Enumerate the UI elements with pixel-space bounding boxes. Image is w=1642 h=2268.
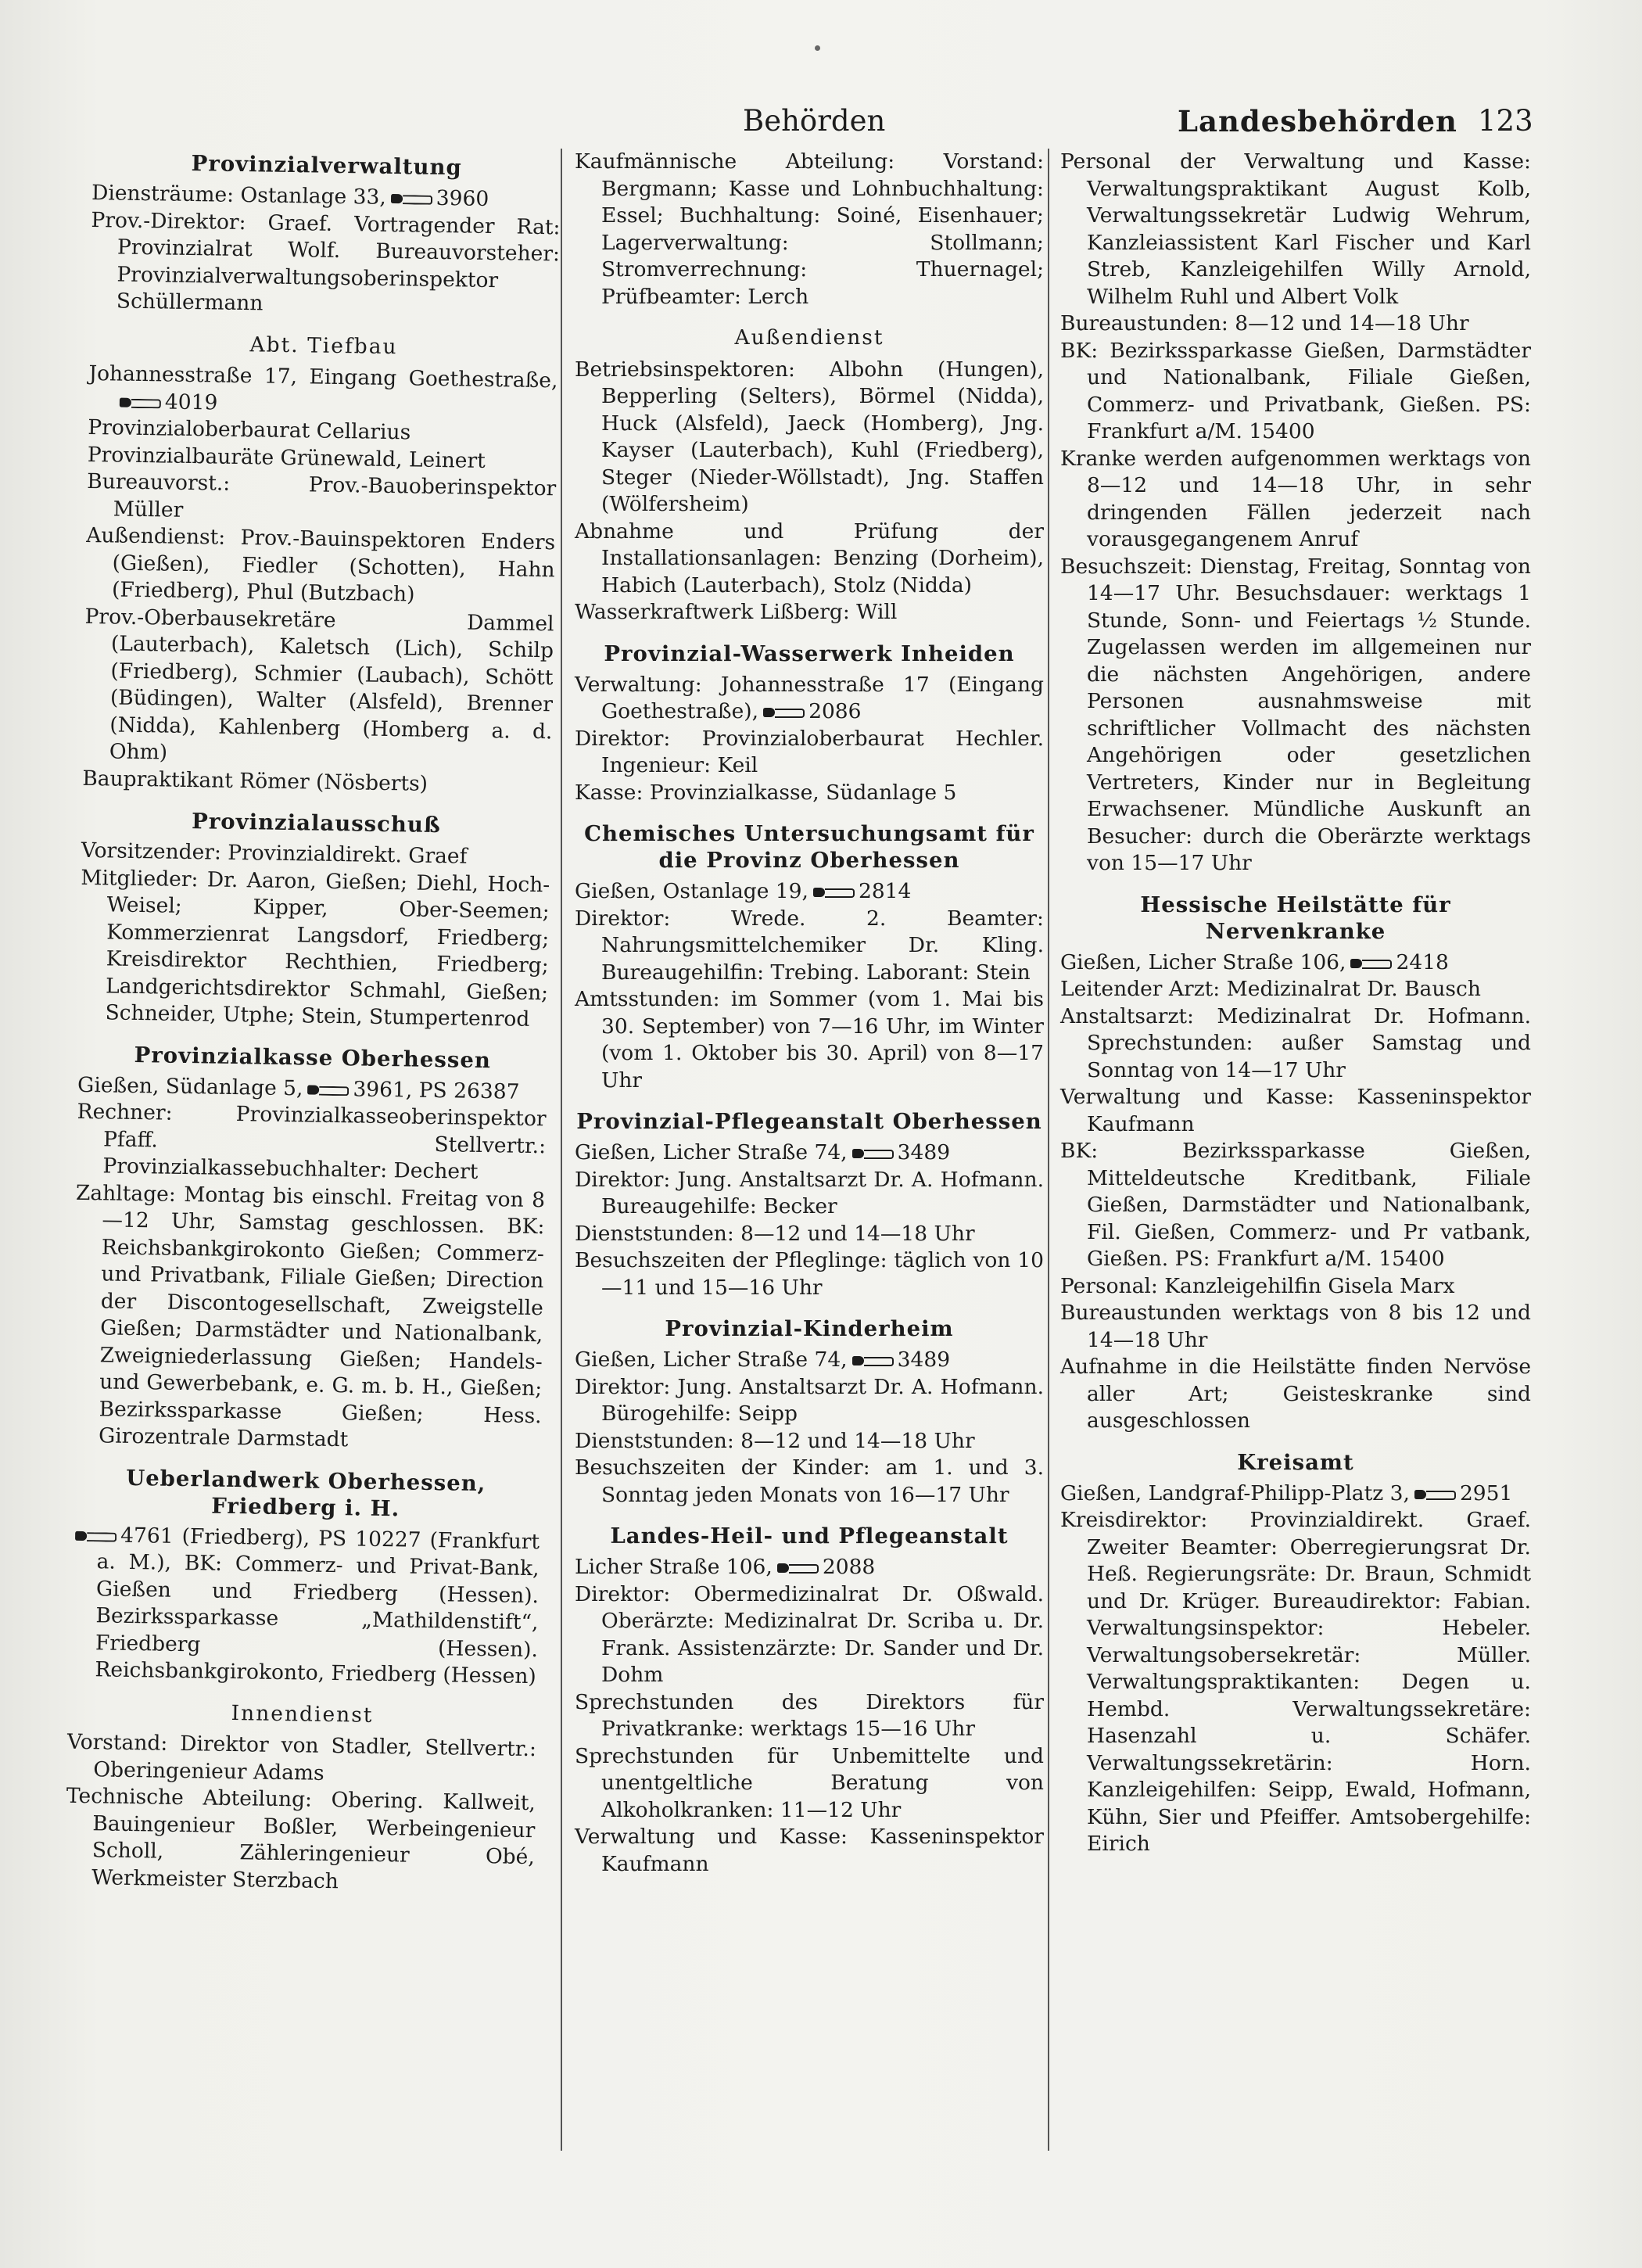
entry: Direktor: Jung. Anstaltsarzt Dr. A. Hofmann. Bürogehilfe: Seipp — [575, 1374, 1044, 1426]
telephone-icon — [763, 705, 804, 720]
entry: Gießen, Landgraf-Philipp-Platz 3, 2951 — [1060, 1480, 1513, 1505]
telephone-icon — [852, 1354, 893, 1368]
entry: Bureauvorst.: Prov.-Bauoberinspektor Müller — [87, 468, 557, 522]
entry: Diensträume: Ostanlage 33, 3960 — [91, 180, 489, 211]
telephone-icon — [120, 395, 160, 410]
section-pflegeanstalt — [575, 1108, 1044, 1301]
section-ueberlandwerk — [68, 1463, 540, 1690]
entry: Verwaltung und Kasse: Kasseninspektor Kaufmann — [1060, 1085, 1531, 1136]
entry: Dienststunden: 8—12 und 14—18 Uhr — [575, 1221, 975, 1246]
entry: Mitglieder: Dr. Aaron, Gießen; Diehl, Hoch-Weisel; Kipper, Ober-Seemen; Kommerzienrat Langsdorf, Friedberg; Kreisdirektor Rechthien, Friedberg; Landgerichtsdirektor Schmahl, Gießen; Schneider, Utphe; Stein, Stumpertenrod — [81, 865, 550, 1032]
section-title: Hessische Heilstätte für Nervenkranke — [1140, 892, 1451, 944]
telephone-icon — [813, 885, 854, 899]
entry: Provinzialbauräte Grünewald, Leinert — [87, 442, 486, 473]
section-title: Provinzialverwaltung — [191, 150, 462, 181]
section-tiefbau — [82, 328, 558, 799]
entry: Kasse: Provinzialkasse, Südanlage 5 — [575, 780, 957, 805]
entry: Bureaustunden werktags von 8 bis 12 und 14—18 Uhr — [1060, 1301, 1531, 1352]
entry: Johannesstraße 17, Eingang Goethestraße,4019 — [88, 361, 558, 415]
entry: BK: Bezirkssparkasse Gießen, Darmstädter und Nationalbank, Filiale Gießen, Commerz- und Privatbank, Gießen. PS: Frankfurt a/M. 15400 — [1060, 338, 1531, 443]
entry: Gießen, Licher Straße 74, 3489 — [575, 1348, 951, 1372]
entry: Besuchszeit: Dienstag, Freitag, Sonntag von 14—17 Uhr. Besuchsdauer: werktags 1 Stunde, Sonn- und Feiertags ½ Stunde. Zugelassen werden im allgemeinen nur die nächsten Angehörigen, andere Personen ausnahmsweise mit schriftlicher Vollmacht des nächsten Angehörigen oder gesetzlichen Vertreters, Kinder nur in Begleitung Erwachsener. Mündliche Auskunft an Besucher: durch die Oberärzte werktags von 15—17 Uhr — [1060, 554, 1531, 875]
section-wasserwerk — [575, 641, 1044, 807]
entry: Baupraktikant Römer (Nösberts) — [82, 766, 428, 796]
telephone-icon — [777, 1561, 818, 1575]
entry: Gießen, Ostanlage 19, 2814 — [575, 879, 912, 903]
section-landes-heilanstalt — [575, 1523, 1044, 1878]
entry: Personal: Kanzleigehilfin Gisela Marx — [1060, 1273, 1455, 1298]
entry: Wasserkraftwerk Lißberg: Will — [575, 600, 898, 624]
entry: Vorstand: Direktor von Stadler, Stellvertr.: Oberingenieur Adams — [66, 1729, 537, 1785]
entry: Provinzialoberbaurat Cellarius — [88, 414, 411, 445]
entry: Kranke werden aufgenommen werktags von 8—12 und 14—18 Uhr, in sehr dringenden Fällen jederzeit nach vorausgegangenem Anruf — [1060, 446, 1531, 551]
entry: Direktor: Jung. Anstaltsarzt Dr. A. Hofmann. Bureaugehilfe: Becker — [575, 1167, 1044, 1218]
entry: Abnahme und Prüfung der Installationsanlagen: Benzing (Dorheim), Habich (Lauterbach), Stolz (Nidda) — [575, 519, 1044, 598]
entry: Rechner: Provinzialkasseoberinspektor Pfaff. Stellvertr.: Provinzialkassebuchhalter: Dechert — [77, 1099, 547, 1184]
entry: Dienststunden: 8—12 und 14—18 Uhr — [575, 1428, 975, 1453]
subheading: Abt. Tiefbau — [249, 332, 398, 359]
entry: Technische Abteilung: Obering. Kallweit, Bauingenieur Boßler, Werbeingenieur Scholl, Zähleringenieur Obé, Werkmeister Sterzbach — [66, 1783, 536, 1893]
print-speck — [815, 45, 820, 51]
entry: Verwaltung: Johannesstraße 17 (Eingang Goethestraße), 2086 — [575, 672, 1044, 723]
section-title: Kreisamt — [1237, 1449, 1354, 1475]
section-provinzialausschuss — [78, 806, 550, 1034]
entry: Gießen, Licher Straße 74, 3489 — [575, 1140, 951, 1165]
entry: Leitender Arzt: Medizinalrat Dr. Bausch — [1060, 977, 1481, 1001]
entry: Aufnahme in die Heilstätte finden Nervöse aller Art; Geisteskranke sind ausgeschlossen — [1060, 1355, 1531, 1433]
entry: Personal der Verwaltung und Kasse: Verwaltungspraktikant August Kolb, Verwaltungssekretär Ludwig Wehrum, Kanzleiassistent Karl Fischer und Karl Streb, Kanzleigehilfen Willy Arnold, Wilhelm Ruhl und Albert Volk — [1060, 149, 1531, 309]
telephone-icon — [852, 1147, 893, 1161]
section-title: Provinzial-Pflegeanstalt Oberhessen — [576, 1109, 1042, 1134]
entry: BK: Bezirkssparkasse Gießen, Mitteldeutsche Kreditbank, Filiale Gießen, Darmstädter und Nationalbank, Fil. Gießen, Commerz- und Pr vatbank, Gießen. PS: Frankfurt a/M. 15400 — [1060, 1139, 1531, 1271]
entry: Prov.-Oberbausekretäre Dammel (Lauterbach), Kaletsch (Lich), Schilp (Friedberg), Schmier (Laubach), Schött (Büdingen), Walter (Alsfeld), Brenner (Nidda), Kahlenberg (Homberg a. d. Ohm) — [84, 604, 554, 765]
entry: Betriebsinspektoren: Albohn (Hungen), Bepperling (Selters), Börmel (Nidda), Huck (Alsfeld), Jaeck (Homberg), Jng. Kayser (Lauterbach), Kuhl (Friedberg), Steger (Nieder-Wöllstadt), Jng. Staffen (Wölfersheim) — [575, 357, 1044, 516]
section-title: Provinzialausschuß — [191, 809, 442, 838]
section-kinderheim — [575, 1315, 1044, 1509]
entry: Verwaltung und Kasse: Kasseninspektor Kaufmann — [575, 1825, 1044, 1876]
page-number: 123 — [1478, 104, 1533, 138]
section-heilstaette — [1060, 892, 1531, 1435]
entry: Gießen, Südanlage 5, 3961, PS 26387 — [77, 1072, 520, 1104]
section-title: Landes-Heil- und Pflegeanstalt — [610, 1523, 1009, 1548]
section-untersuchungsamt — [575, 820, 1044, 1094]
entry: 4761 (Friedberg), PS 10227 (Frankfurt a. M.), BK: Commerz- und Privat-Bank, Gießen und Friedberg (Hessen). Bezirkssparkasse „Mathildenstift“, Friedberg (Hessen). Reichsbankgirokonto, Friedberg (Hessen) — [68, 1521, 540, 1690]
entry: Besuchszeiten der Pfleglinge: täglich von 10—11 und 15—16 Uhr — [575, 1248, 1044, 1300]
entry: Außendienst: Prov.-Bauinspektoren Enders (Gießen), Fiedler (Schotten), Hahn (Friedberg), Phul (Butzbach) — [85, 522, 556, 607]
entry: Direktor: Provinzialoberbaurat Hechler. Ingenieur: Keil — [575, 726, 1044, 777]
entry: Bureaustunden: 8—12 und 14—18 Uhr — [1060, 311, 1469, 336]
telephone-icon — [1350, 956, 1391, 971]
column-3 — [1060, 149, 1531, 1872]
section-title: Provinzial-Kinderheim — [665, 1316, 954, 1341]
section-title: Provinzial-Wasserwerk Inheiden — [604, 641, 1015, 666]
section-landesheil-continued — [1060, 149, 1531, 877]
section-provinzialverwaltung — [90, 149, 561, 322]
entry: Vorsitzender: Provinzialdirekt. Graef — [81, 838, 468, 869]
entry: Anstaltsarzt: Medizinalrat Dr. Hofmann. Sprechstunden: außer Samstag und Sonntag von 14—17 Uhr — [1060, 1003, 1531, 1082]
entry: Gießen, Licher Straße 106, 2418 — [1060, 949, 1449, 974]
entry: Licher Straße 106, 2088 — [575, 1555, 876, 1579]
telephone-icon — [391, 192, 432, 206]
telephone-icon — [75, 1528, 116, 1543]
section-title: Provinzialkasse Oberhessen — [134, 1042, 492, 1073]
entry: Prov.-Direktor: Graef. Vortragender Rat: Provinzialrat Wolf. Bureauvorsteher: Provinzialverwaltungsoberinspektor Schüllermann — [91, 207, 561, 316]
column-1 — [65, 149, 561, 1912]
column-2 — [575, 149, 1044, 1892]
entry: Sprechstunden des Direktors für Privatkranke: werktags 15—16 Uhr — [575, 1689, 1044, 1741]
section-title: Chemisches Untersuchungsamt für die Provinz Oberhessen — [584, 821, 1034, 873]
subheading: Außendienst — [734, 325, 884, 350]
running-header-right: Landesbehörden — [1178, 104, 1457, 138]
column-rule — [1048, 149, 1049, 2151]
telephone-icon — [307, 1082, 348, 1097]
section-provinzialkasse — [72, 1040, 547, 1456]
entry: Sprechstunden für Unbemittelte und unentgeltliche Beratung von Alkoholkranken: 11—12 Uhr — [575, 1743, 1044, 1822]
column-rule — [561, 149, 562, 2151]
entry: Kaufmännische Abteilung: Vorstand: Bergmann; Kasse und Lohnbuchhaltung: Essel; Buchhaltung: Soiné, Eisenhauer; Lagerverwaltung: Stollmann; Stromverrechnung: Thuernagel; Prüfbeamter: Lerch — [575, 149, 1044, 309]
entry: Amtsstunden: im Sommer (vom 1. Mai bis 30. September) von 7—16 Uhr, im Winter (vom 1. Oktober bis 30. April) von 8—17 Uhr — [575, 987, 1044, 1093]
section-kreisamt — [1060, 1449, 1531, 1858]
entry: Besuchszeiten der Kinder: am 1. und 3. Sonntag jeden Monats von 16—17 Uhr — [575, 1455, 1044, 1507]
entry: Direktor: Wrede. 2. Beamter: Nahrungsmittelchemiker Dr. Kling. Bureaugehilfin: Trebing. Laborant: Stein — [575, 906, 1044, 985]
section-kaufmaennisch — [575, 149, 1044, 310]
entry: Kreisdirektor: Provinzialdirekt. Graef. Zweiter Beamter: Oberregierungsrat Dr. Heß. Regierungsräte: Dr. Braun, Schmidt und Dr. Krüger. Bureaudirektor: Fabian. Verwaltungsinspektor: Hebeler. Verwaltungsobersekretär: Müller. Verwaltungspraktikanten: Degen u. Hembd. Verwaltungssekretäre: Hasenzahl u. Schäfer. Verwaltungssekretärin: Horn. Kanzleigehilfen: Seipp, Ewald, Hofmann, Kühn, Sier und Pfeiffer. Amtsobergehilfe: Eirich — [1060, 1508, 1531, 1856]
telephone-icon — [1414, 1487, 1455, 1502]
section-aussendienst — [575, 325, 1044, 626]
entry: Direktor: Obermedizinalrat Dr. Oßwald. Oberärzte: Medizinalrat Dr. Scriba u. Dr. Frank. Assistenzärzte: Dr. Sander und Dr. Dohm — [575, 1581, 1044, 1687]
entry: Zahltage: Montag bis einschl. Freitag von 8—12 Uhr, Samstag geschlossen. BK: Reichsbankgirokonto Gießen; Commerz- und Privatbank, Filiale Gießen; Direction der Discontogesellschaft, Zweigstelle Gießen; Darmstädter und Nationalbank, Zweigniederlassung Gießen; Handels- und Gewerbebank, e. G. m. b. H., Gießen; Bezirkssparkasse Gießen; Hess. Girozentrale Darmstadt — [75, 1180, 546, 1452]
running-header-center: Behörden — [743, 104, 886, 138]
section-innendienst — [65, 1697, 537, 1898]
subheading: Innendienst — [231, 1700, 374, 1728]
section-title: Ueberlandwerk Oberhessen, Friedberg i. H. — [125, 1465, 486, 1521]
